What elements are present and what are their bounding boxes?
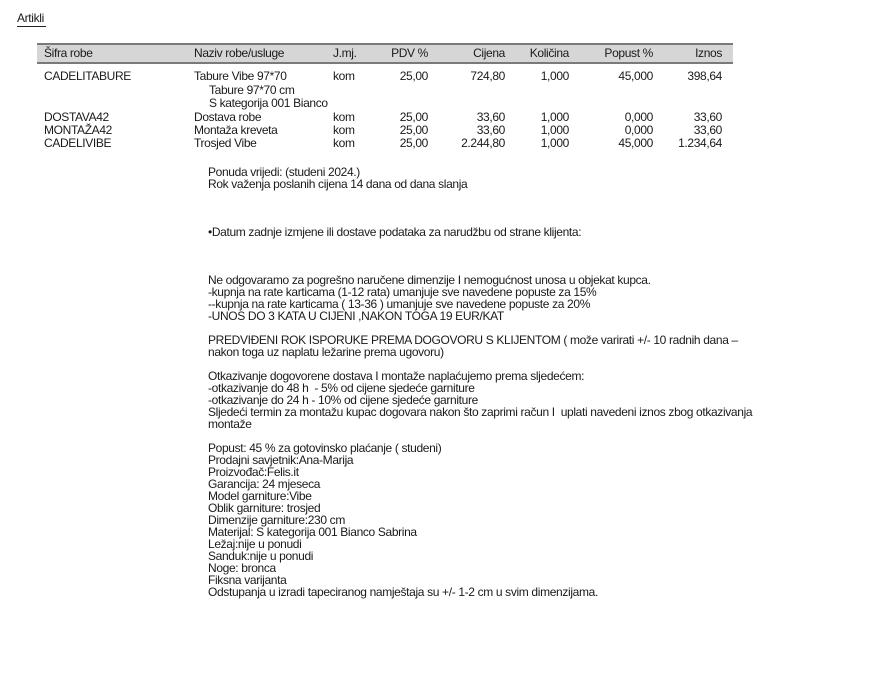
cell-price: 2.244,80 bbox=[461, 136, 505, 150]
table-header bbox=[37, 43, 733, 64]
cell-total: 33,60 bbox=[693, 110, 722, 124]
product-info-line: Dimenzije garniture:230 cm bbox=[208, 513, 345, 527]
product-info-line: Model garniture:Vibe bbox=[208, 489, 312, 503]
cancellation-line: Otkazivanje dogovorene dostava I montaže naplaćujemo prema sljedećem: bbox=[208, 369, 585, 383]
cell-unit: kom bbox=[333, 69, 355, 83]
cell-unit: kom bbox=[333, 110, 355, 124]
cell-price: 33,60 bbox=[476, 110, 505, 124]
product-info-line: Ležaj:nije u ponudi bbox=[208, 537, 302, 551]
cancellation-line: -otkazivanje do 48 h - 5% od cijene sjedeće garniture bbox=[208, 381, 475, 395]
product-info-line: Noge: bronca bbox=[208, 561, 276, 575]
header-qty: Količina bbox=[529, 46, 569, 60]
cell-code: CADELIVIBE bbox=[44, 136, 112, 150]
header-discount: Popust % bbox=[604, 46, 653, 60]
condition-line: Ne odgovaramo za pogrešno naručene dimenzije I nemogućnost unosa u objekat kupca. bbox=[208, 273, 651, 287]
cell-price: 33,60 bbox=[476, 123, 505, 137]
row-detail-line: Tabure 97*70 cm bbox=[209, 83, 295, 97]
product-info-line: Fiksna varijanta bbox=[208, 573, 287, 587]
cell-unit: kom bbox=[333, 123, 355, 137]
cell-vat: 25,00 bbox=[399, 110, 428, 124]
header-name: Naziv robe/usluge bbox=[194, 46, 285, 60]
cell-qty: 1,000 bbox=[540, 69, 569, 83]
cell-code: MONTAŽA42 bbox=[44, 123, 112, 137]
delivery-line: PREDVIĐENI ROK ISPORUKE PREMA DOGOVORU S KLIJENTOM ( može varirati +/- 10 radnih dana – bbox=[208, 333, 738, 347]
cancellation-line: montaže bbox=[208, 417, 252, 431]
product-info-line: Odstupanja u izradi tapeciranog namještaja su +/- 1-2 cm u svim dimenzijama. bbox=[208, 585, 598, 599]
cell-discount: 45,000 bbox=[618, 136, 653, 150]
cell-name: Montaža kreveta bbox=[194, 123, 278, 137]
section-title: Artikli bbox=[17, 11, 44, 25]
cell-name: Trosjed Vibe bbox=[194, 136, 257, 150]
cell-total: 33,60 bbox=[693, 123, 722, 137]
cancellation-line: Sljedeći termin za montažu kupac dogovara nakon što zaprimi račun I uplati navedeni iznos zbog otkazivanja bbox=[208, 405, 753, 419]
cell-vat: 25,00 bbox=[399, 123, 428, 137]
header-code: Šifra robe bbox=[44, 46, 93, 60]
cell-discount: 0,000 bbox=[624, 123, 653, 137]
notes-section bbox=[208, 166, 848, 598]
product-info-line: Sanduk:nije u ponudi bbox=[208, 549, 314, 563]
product-info-line: Materijal: S kategorija 001 Bianco Sabrina bbox=[208, 525, 417, 539]
product-info-line: Prodajni savjetnik:Ana-Marija bbox=[208, 453, 354, 467]
cell-discount: 0,000 bbox=[624, 110, 653, 124]
cell-discount: 45,000 bbox=[618, 69, 653, 83]
condition-line: -kupnja na rate karticama (1-12 rata) umanjuje sve navedene popuste za 15% bbox=[208, 285, 597, 299]
cell-qty: 1,000 bbox=[540, 136, 569, 150]
table-row bbox=[37, 111, 733, 123]
product-info-line: Proizvođač:Felis.it bbox=[208, 465, 299, 479]
condition-line: --kupnja na rate karticama ( 13-36 ) umanjuje sve navedene popuste za 20% bbox=[208, 297, 591, 311]
table-row bbox=[37, 70, 733, 82]
cell-name: Tabure Vibe 97*70 bbox=[194, 69, 287, 83]
cell-name: Dostava robe bbox=[194, 110, 262, 124]
product-info-line: Oblik garniture: trosjed bbox=[208, 501, 321, 515]
cell-total: 1.234,64 bbox=[678, 136, 722, 150]
table-row bbox=[37, 137, 733, 149]
cancellation-line: -otkazivanje do 24 h - 10% od cijene sjedeće garniture bbox=[208, 393, 478, 407]
table-row bbox=[37, 124, 733, 136]
product-info-line: Garancija: 24 mjeseca bbox=[208, 477, 321, 491]
cell-vat: 25,00 bbox=[399, 136, 428, 150]
header-price: Cijena bbox=[473, 46, 505, 60]
cell-qty: 1,000 bbox=[540, 110, 569, 124]
date-change-note: •Datum zadnje izmjene ili dostave podataka za narudžbu od strane klijenta: bbox=[208, 225, 582, 239]
delivery-line: nakon toga uz naplatu ležarine prema ugovoru) bbox=[208, 345, 444, 359]
header-unit: J.mj. bbox=[333, 46, 357, 60]
validity-line: Ponuda vrijedi: (studeni 2024.) bbox=[208, 165, 360, 179]
cell-qty: 1,000 bbox=[540, 123, 569, 137]
cell-total: 398,64 bbox=[687, 69, 722, 83]
cell-code: CADELITABURE bbox=[44, 69, 131, 83]
row-detail-line: S kategorija 001 Bianco bbox=[209, 96, 328, 110]
product-info-line: Popust: 45 % za gotovinsko plaćanje ( studeni) bbox=[208, 441, 442, 455]
validity-line: Rok važenja poslanih cijena 14 dana od dana slanja bbox=[208, 177, 468, 191]
condition-line: -UNOS DO 3 KATA U CIJENI ,NAKON TOGA 19 EUR/KAT bbox=[208, 309, 504, 323]
cell-code: DOSTAVA42 bbox=[44, 110, 109, 124]
cell-vat: 25,00 bbox=[399, 69, 428, 83]
cell-price: 724,80 bbox=[470, 69, 505, 83]
header-vat: PDV % bbox=[391, 46, 428, 60]
cell-unit: kom bbox=[333, 136, 355, 150]
header-total: Iznos bbox=[695, 46, 722, 60]
